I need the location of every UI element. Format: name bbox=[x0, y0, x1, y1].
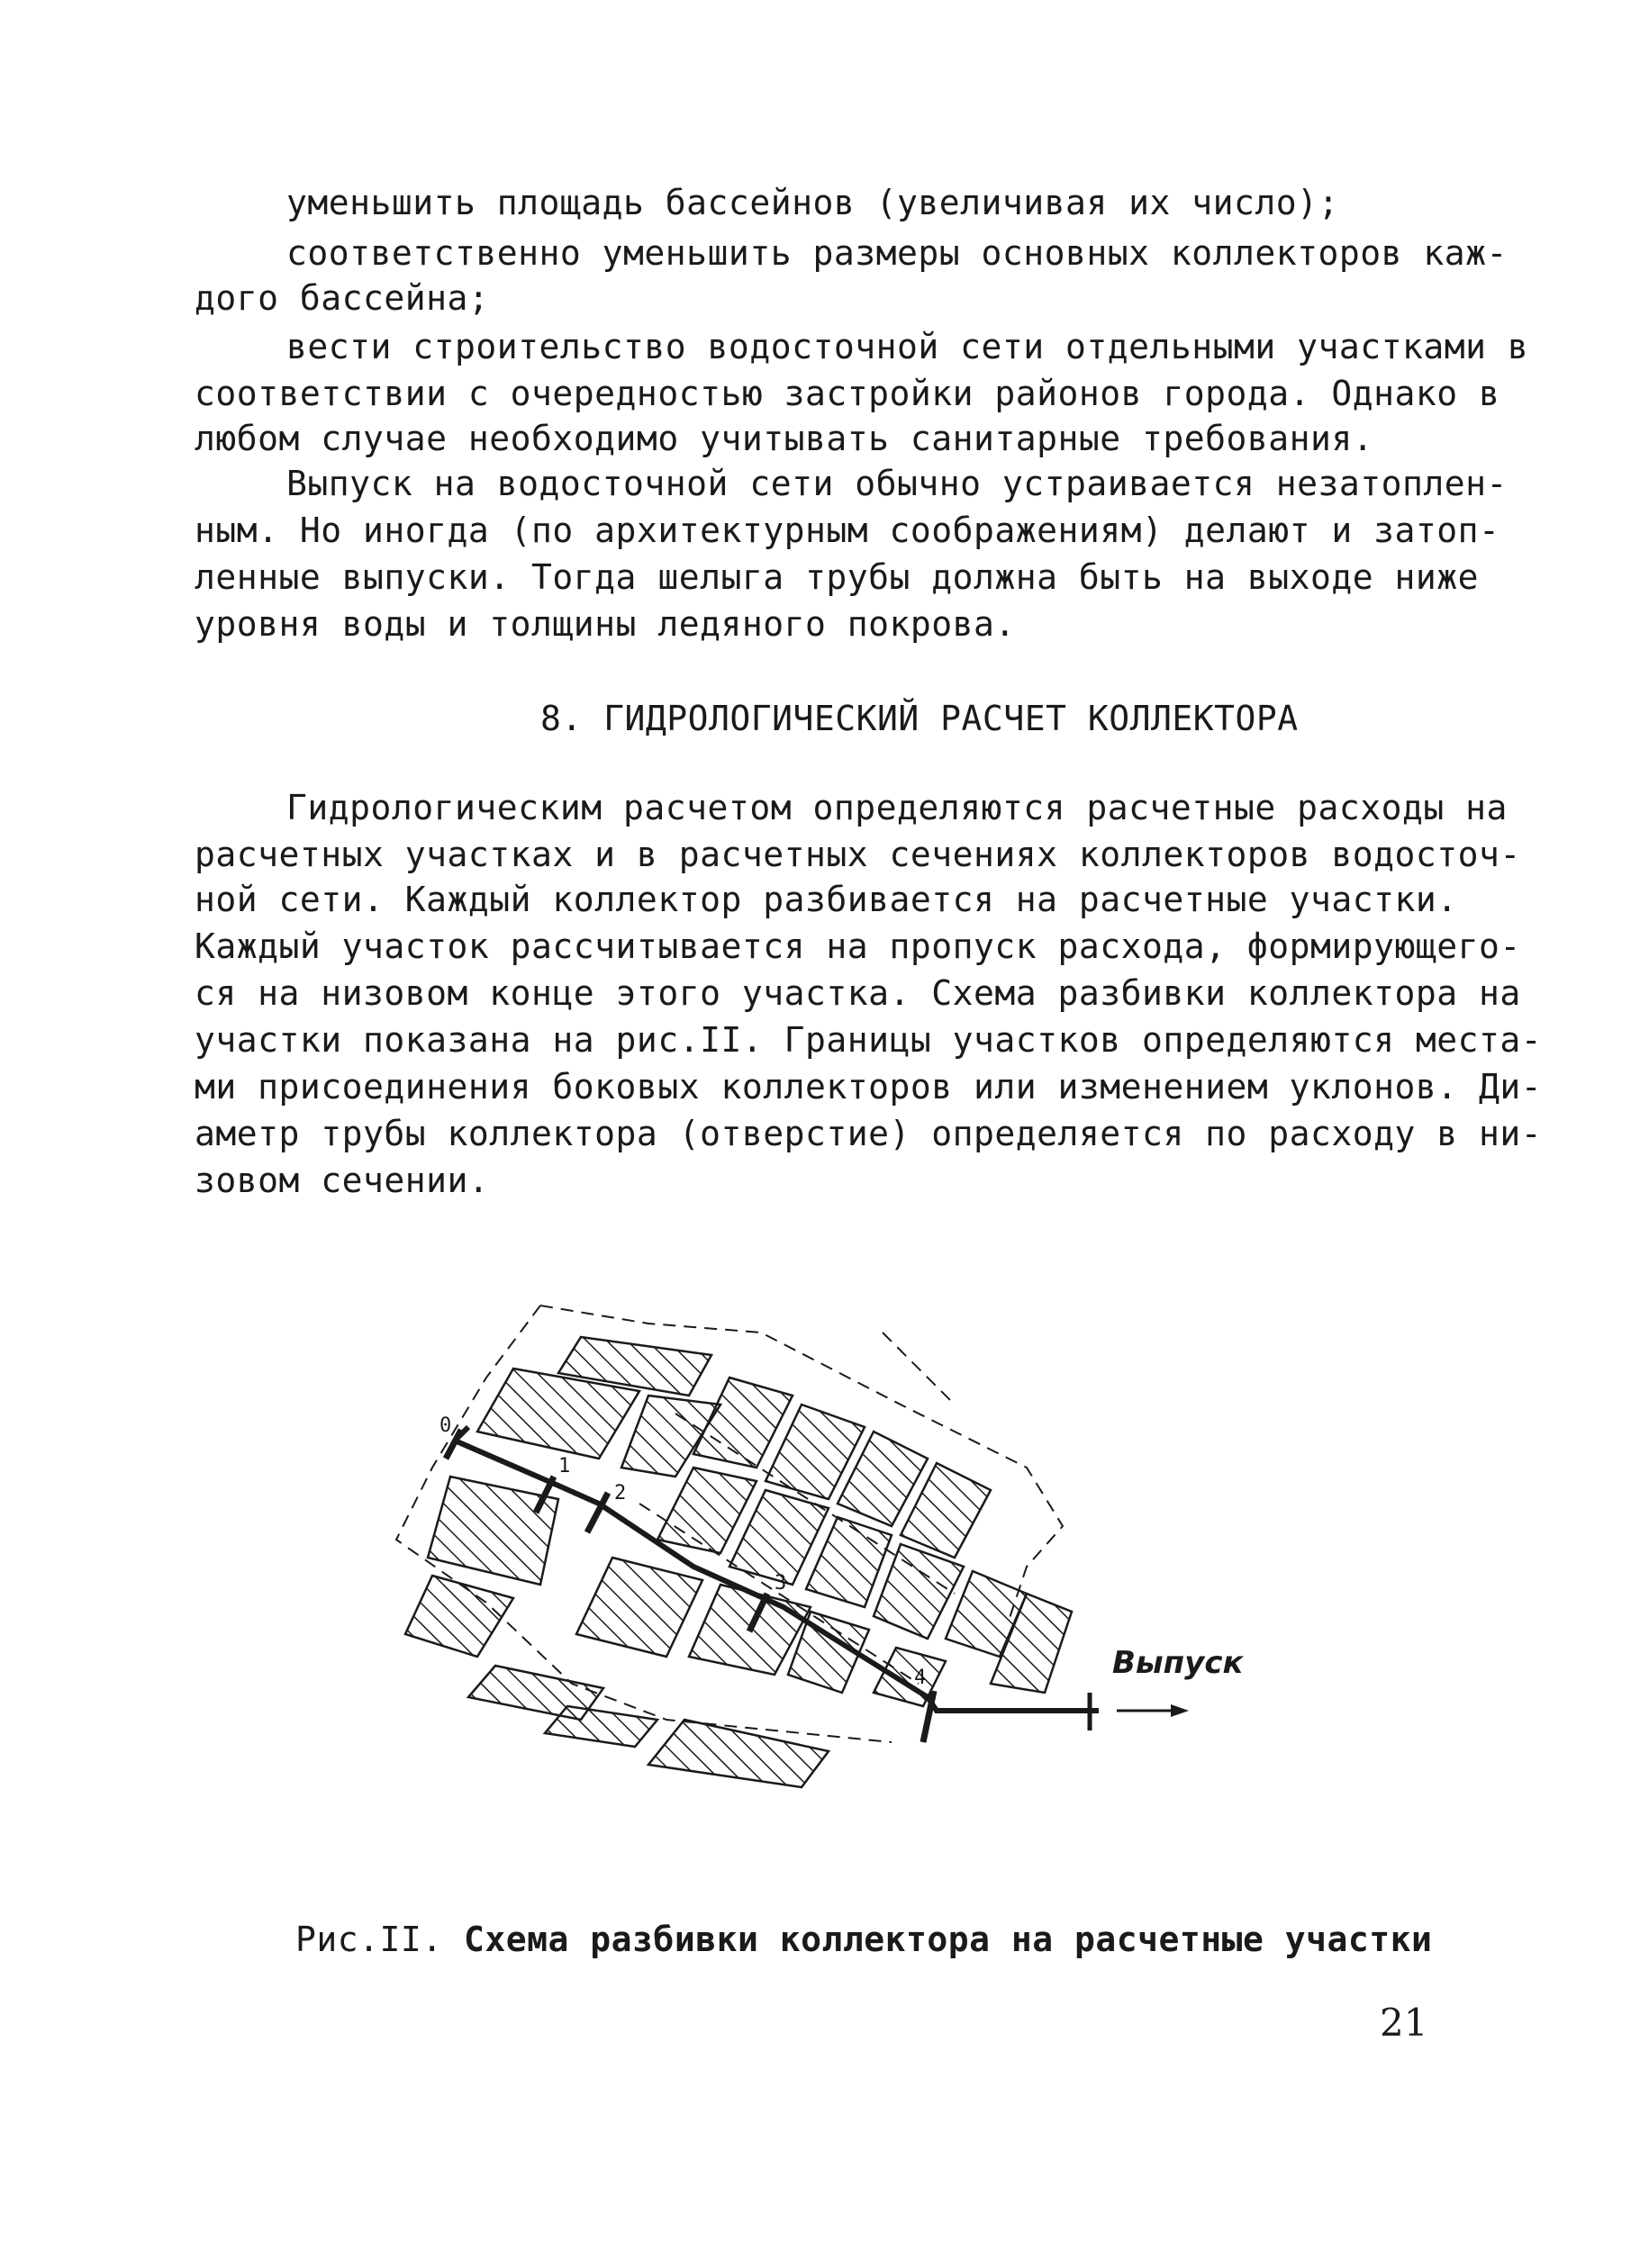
text-line: уровня воды и толщины ледяного покрова. bbox=[195, 604, 1016, 644]
text-line: ленные выпуски. Тогда шелыга трубы должна быть на выходе ниже bbox=[195, 557, 1480, 597]
page-number: 21 bbox=[1380, 2001, 1428, 2045]
text-line: аметр трубы коллектора (отверстие) определяется по расходу в ни- bbox=[195, 1114, 1543, 1153]
text-line: участки показана на рис.II. Границы участков определяются места- bbox=[195, 1020, 1543, 1060]
text-line: Гидрологическим расчетом определяются расчетные расходы на bbox=[286, 788, 1508, 827]
building-blocks bbox=[405, 1337, 1072, 1787]
text-line: ся на низовом конце этого участка. Схема разбивки коллектора на bbox=[195, 973, 1521, 1013]
section-heading: 8. ГИДРОЛОГИЧЕСКИЙ РАСЧЕТ КОЛЛЕКТОРА bbox=[540, 699, 1299, 738]
section-label-0: 0 bbox=[439, 1414, 452, 1437]
text-line: Выпуск на водосточной сети обычно устраивается незатоплен- bbox=[286, 464, 1508, 503]
caption-text: Схема разбивки коллектора на расчетные участки bbox=[442, 1920, 1433, 1959]
collector-scheme-figure bbox=[378, 1297, 1261, 1801]
text-line: уменьшить площадь бассейнов (увеличивая их число); bbox=[286, 183, 1339, 222]
section-label-1: 1 bbox=[558, 1455, 571, 1477]
text-line: ми присоединения боковых коллекторов или изменением уклонов. Ди- bbox=[195, 1067, 1543, 1107]
text-line: ной сети. Каждый коллектор разбивается на расчетные участки. bbox=[195, 880, 1458, 919]
caption-prefix: Рис.II. bbox=[295, 1920, 443, 1959]
figure-caption bbox=[295, 1920, 1432, 1959]
text-line: соответственно уменьшить размеры основных коллекторов каж- bbox=[286, 233, 1508, 273]
text-line: любом случае необходимо учитывать санитарные требования. bbox=[195, 419, 1374, 458]
section-label-4: 4 bbox=[914, 1667, 927, 1689]
text-line: зовом сечении. bbox=[195, 1161, 490, 1200]
text-line: вести строительство водосточной сети отдельными участками в bbox=[286, 327, 1529, 366]
section-label-2: 2 bbox=[614, 1482, 627, 1504]
text-line: Каждый участок рассчитывается на пропуск расхода, формирующего- bbox=[195, 926, 1521, 966]
outlet-label: Выпуск bbox=[1112, 1645, 1244, 1681]
text-line: соответствии с очередностью застройки районов города. Однако в bbox=[195, 374, 1500, 413]
text-line: дого бассейна; bbox=[195, 278, 490, 318]
text-line: ным. Но иногда (по архитектурным соображениям) делают и затоп- bbox=[195, 511, 1500, 550]
text-line: расчетных участках и в расчетных сечениях коллекторов водосточ- bbox=[195, 835, 1521, 874]
section-label-3: 3 bbox=[775, 1572, 787, 1595]
